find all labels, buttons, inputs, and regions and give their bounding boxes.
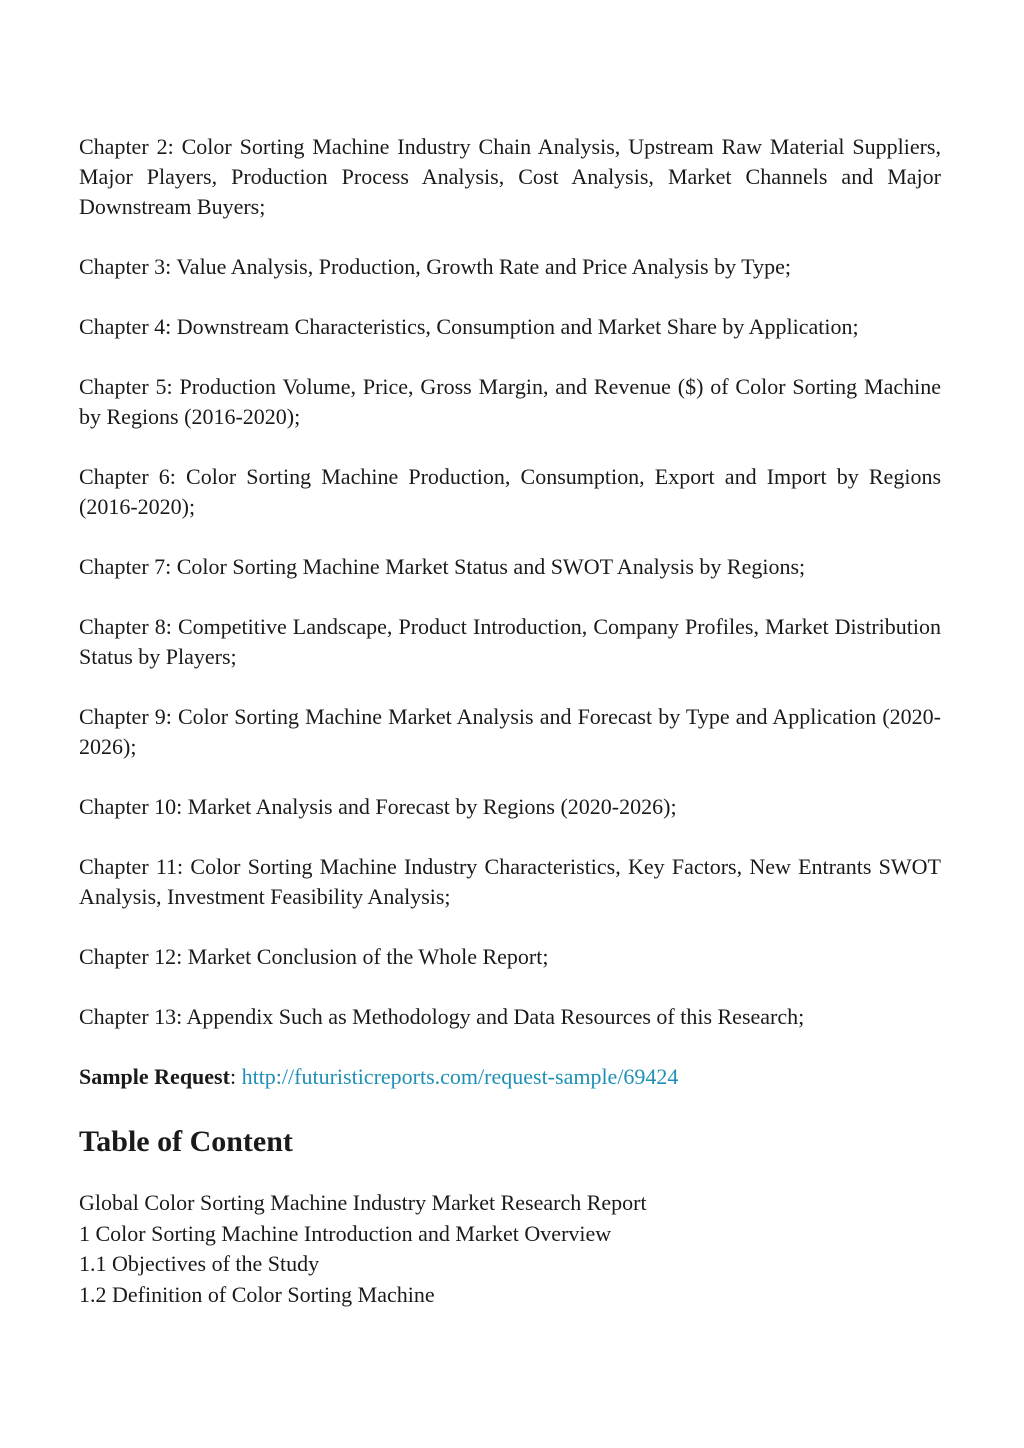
chapter-8-paragraph: Chapter 8: Competitive Landscape, Product Introduction, Company Profiles, Market Distribution Status by Players; (79, 614, 941, 669)
chapter-7-paragraph: Chapter 7: Color Sorting Machine Market Status and SWOT Analysis by Regions; (79, 554, 806, 579)
chapter-11-paragraph: Chapter 11: Color Sorting Machine Industry Characteristics, Key Factors, New Entrants SWOT Analysis, Investment Feasibility Analysis; (79, 854, 941, 909)
toc-list (79, 1188, 941, 1310)
chapter-13-paragraph: Chapter 13: Appendix Such as Methodology and Data Resources of this Research; (79, 1004, 805, 1029)
chapter-10-paragraph: Chapter 10: Market Analysis and Forecast by Regions (2020-2026); (79, 794, 677, 819)
sample-request-line (79, 1062, 941, 1092)
chapter-9-paragraph: Chapter 9: Color Sorting Machine Market Analysis and Forecast by Type and Application (2020-2026); (79, 704, 941, 759)
toc-heading: Table of Content (79, 1125, 293, 1158)
chapter-6-paragraph: Chapter 6: Color Sorting Machine Production, Consumption, Export and Import by Regions (2016-2020); (79, 464, 941, 519)
toc-item: 1 Color Sorting Machine Introduction and Market Overview (79, 1220, 612, 1246)
chapter-12-paragraph: Chapter 12: Market Conclusion of the Whole Report; (79, 944, 549, 969)
chapter-4-paragraph: Chapter 4: Downstream Characteristics, Consumption and Market Share by Application; (79, 314, 859, 339)
toc-item: 1.2 Definition of Color Sorting Machine (79, 1281, 435, 1307)
chapter-5-paragraph: Chapter 5: Production Volume, Price, Gross Margin, and Revenue ($) of Color Sorting Machine by Regions (2016-2020); (79, 374, 941, 429)
sample-request-label: Sample Request (79, 1064, 230, 1089)
sample-request-link[interactable]: http://futuristicreports.com/request-sample/69424 (241, 1064, 679, 1089)
document-page (79, 132, 941, 1310)
toc-item: Global Color Sorting Machine Industry Market Research Report (79, 1190, 647, 1215)
toc-item: 1.1 Objectives of the Study (79, 1251, 320, 1276)
chapter-3-paragraph: Chapter 3: Value Analysis, Production, Growth Rate and Price Analysis by Type; (79, 254, 791, 279)
chapter-2-paragraph: Chapter 2: Color Sorting Machine Industry Chain Analysis, Upstream Raw Material Suppliers, Major Players, Production Process Analysis, Cost Analysis, Market Channels and Major Downstream Buyers; (79, 134, 941, 219)
sample-request-separator: : (229, 1064, 237, 1089)
